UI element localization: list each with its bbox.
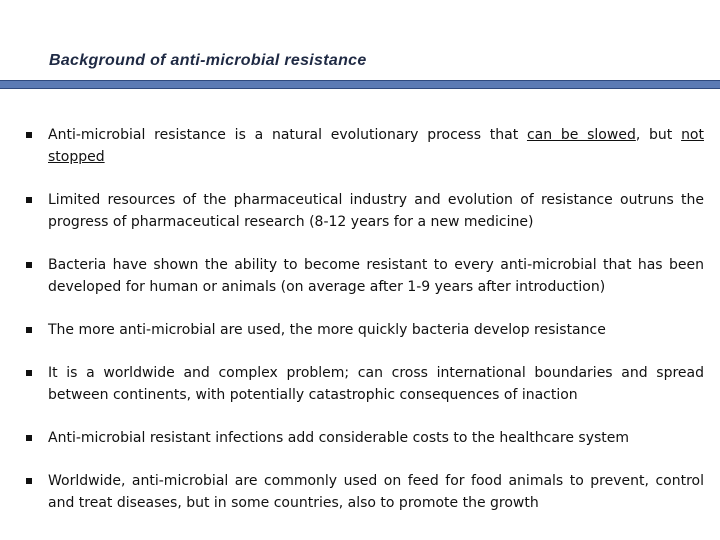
bullet-item xyxy=(24,124,704,168)
bullet-text: Anti-microbial resistant infections add considerable costs to the healthcare system xyxy=(48,430,630,446)
bullet-text: Limited resources of the pharmaceutical industry and evolution of resistance outruns the progress of pharmaceutical research (8-12 years for a new medicine) xyxy=(48,192,704,230)
bullet-text: The more anti-microbial are used, the more quickly bacteria develop resistance xyxy=(48,322,606,338)
bullet-text: It is a worldwide and complex problem; can cross international boundaries and spread between continents, with potentially catastrophic consequences of inaction xyxy=(48,365,704,403)
bullet-item xyxy=(24,470,704,514)
square-bullet-icon xyxy=(26,478,32,484)
square-bullet-icon xyxy=(26,262,32,268)
underlined-phrase: not stopped xyxy=(48,127,704,165)
bullet-text: Bacteria have shown the ability to become resistant to every anti-microbial that has been developed for human or animals (on average after 1-9 years after introduction) xyxy=(48,257,704,295)
bullet-text-part: Anti-microbial resistance is a natural evolutionary process that xyxy=(48,127,527,143)
bullet-item xyxy=(24,189,704,233)
bullet-text xyxy=(48,127,704,165)
square-bullet-icon xyxy=(26,327,32,333)
bullet-item xyxy=(24,362,704,406)
bullet-item xyxy=(24,319,704,341)
underlined-phrase: can be slowed xyxy=(526,127,636,143)
square-bullet-icon xyxy=(26,435,32,441)
bullet-text: Worldwide, anti-microbial are commonly used on feed for food animals to prevent, control and treat diseases, but in some countries, also to promote the growth xyxy=(48,473,704,511)
square-bullet-icon xyxy=(26,370,32,376)
title-divider-bar xyxy=(0,80,720,89)
bullet-item xyxy=(24,254,704,298)
bullet-item xyxy=(24,427,704,449)
square-bullet-icon xyxy=(26,132,32,138)
square-bullet-icon xyxy=(26,197,32,203)
bullet-text-part: , but xyxy=(635,127,682,143)
slide-title: Background of anti-microbial resistance xyxy=(49,52,367,69)
